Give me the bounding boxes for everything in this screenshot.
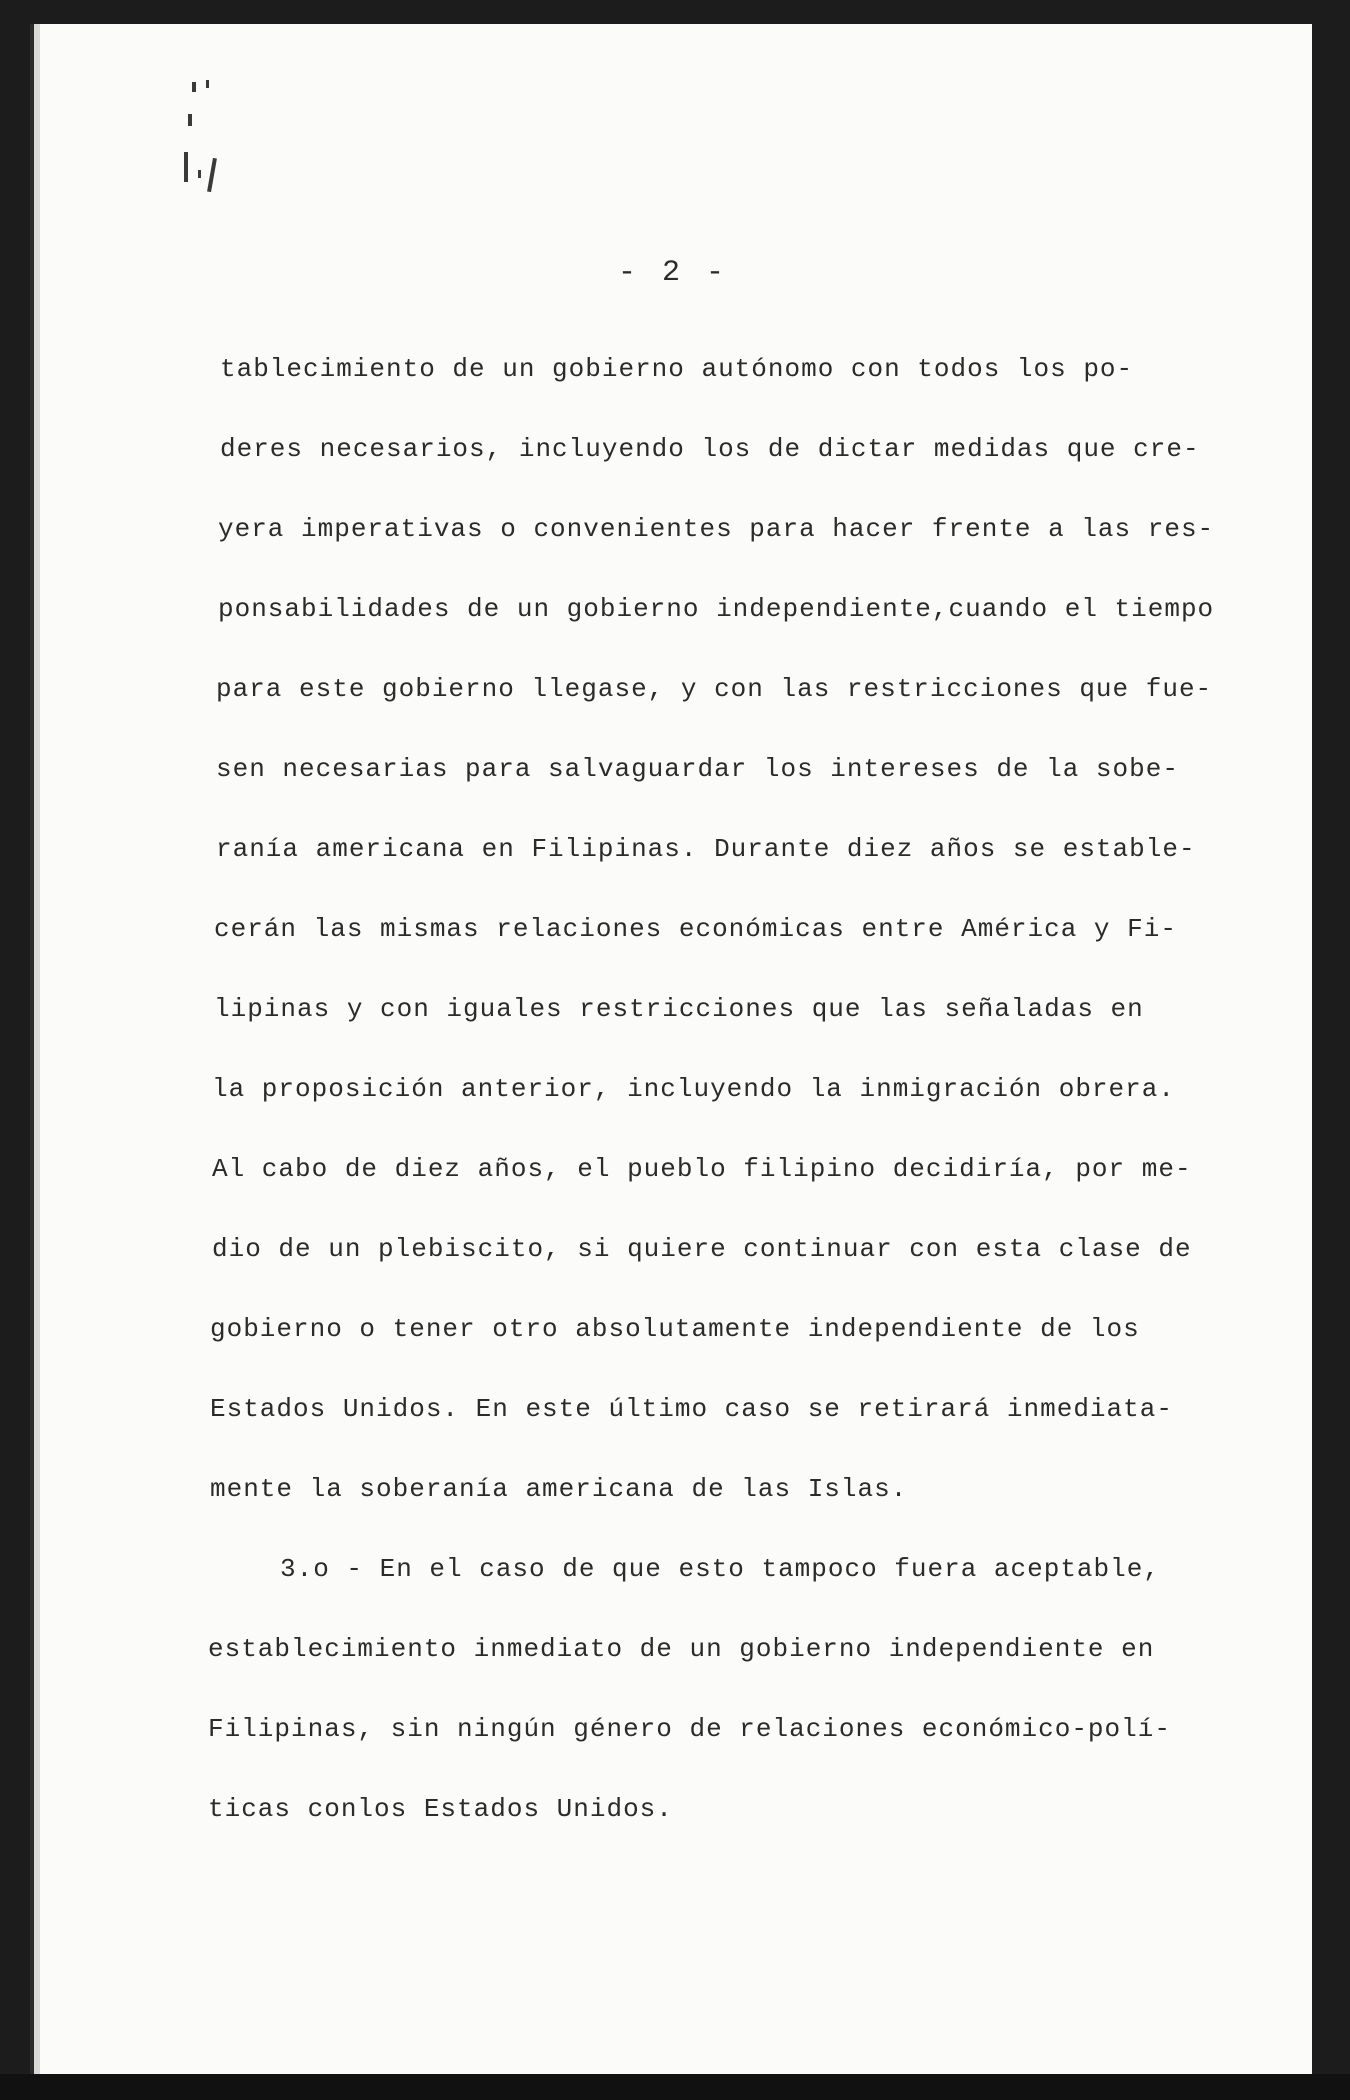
page-number: - 2 - xyxy=(617,256,728,290)
text-line: ponsabilidades de un gobierno independiente,cuando el tiempo xyxy=(218,594,1215,624)
text-line: para este gobierno llegase, y con las restricciones que fue- xyxy=(216,674,1213,704)
text-line: establecimiento inmediato de un gobierno independiente en xyxy=(208,1634,1155,1664)
text-line-indented: 3.o - En el caso de que esto tampoco fuera aceptable, xyxy=(280,1554,1160,1584)
margin-ink-marks xyxy=(144,54,234,204)
body-text xyxy=(208,329,1224,1849)
text-line: lipinas y con iguales restricciones que las señaladas en xyxy=(214,994,1144,1024)
text-line: ranía americana en Filipinas. Durante diez años se estable- xyxy=(216,834,1196,864)
text-line: tablecimiento de un gobierno autónomo con todos los po- xyxy=(220,354,1134,384)
scan-bottom-edge xyxy=(0,2074,1350,2100)
text-line: Al cabo de diez años, el pueblo filipino decidiría, por me- xyxy=(212,1154,1192,1184)
text-line: ticas conlos Estados Unidos. xyxy=(208,1794,673,1824)
text-line: Estados Unidos. En este último caso se retirará inmediata- xyxy=(210,1394,1173,1424)
text-line: deres necesarios, incluyendo los de dictar medidas que cre- xyxy=(220,434,1200,464)
text-line: la proposición anterior, incluyendo la inmigración obrera. xyxy=(212,1074,1175,1104)
text-line: yera imperativas o convenientes para hacer frente a las res- xyxy=(218,514,1215,544)
text-line: cerán las mismas relaciones económicas entre América y Fi- xyxy=(214,914,1177,944)
document-page xyxy=(30,24,1312,2074)
text-line: sen necesarias para salvaguardar los intereses de la sobe- xyxy=(216,754,1179,784)
text-line: mente la soberanía americana de las Islas. xyxy=(210,1474,908,1504)
text-line: gobierno o tener otro absolutamente independiente de los xyxy=(210,1314,1140,1344)
text-line: dio de un plebiscito, si quiere continuar con esta clase de xyxy=(212,1234,1192,1264)
text-line: Filipinas, sin ningún género de relaciones económico-polí- xyxy=(208,1714,1171,1744)
